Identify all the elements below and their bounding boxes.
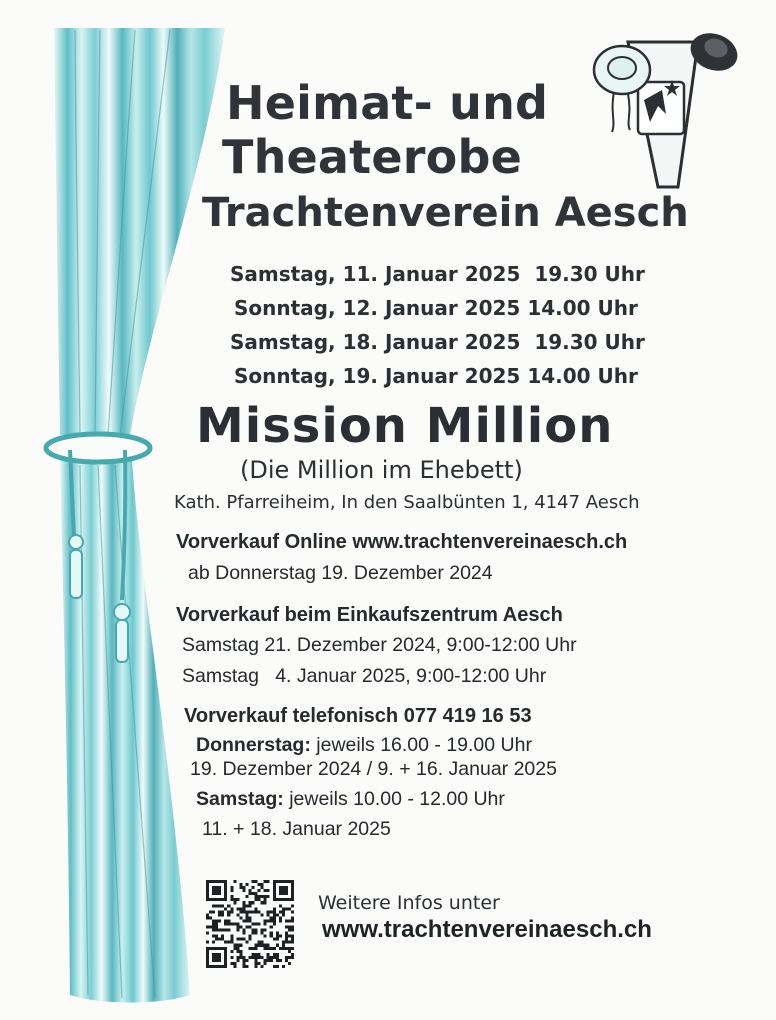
play-title: Mission Million: [196, 398, 614, 454]
saturday-label: Samstag:: [196, 788, 284, 810]
title-line-1: Heimat- und: [226, 76, 549, 130]
presale-online-heading: Vorverkauf Online www.trachtenvereinaesch.ch: [176, 531, 628, 553]
date-time: 19.30 Uhr: [534, 330, 645, 354]
thursday-label: Donnerstag:: [196, 734, 311, 756]
presale-phone-heading: Vorverkauf telefonisch 077 419 16 53: [184, 705, 532, 727]
date-day: Samstag, 18. Januar 2025: [230, 330, 521, 354]
date-row: [234, 296, 638, 320]
thursday-hours: jeweils 16.00 - 19.00 Uhr: [310, 734, 532, 756]
date-time: 14.00 Uhr: [527, 296, 638, 320]
presale-online-text: ab Donnerstag 19. Dezember 2024: [188, 562, 493, 584]
date-time: 14.00 Uhr: [527, 364, 638, 388]
phone-thursday-row: [196, 734, 532, 757]
play-subtitle: (Die Million im Ehebett): [240, 456, 523, 484]
presale-mall-line-1: Samstag 21. Dezember 2024, 9:00-12:00 Uhr: [182, 634, 577, 656]
qr-code-icon: [206, 880, 294, 968]
venue-address: Kath. Pfarreiheim, In den Saalbünten 1, 4147 Aesch: [174, 492, 640, 513]
date-row: [230, 262, 645, 286]
more-info-label: Weitere Infos unter: [318, 892, 500, 914]
date-day: Sonntag, 12. Januar 2025: [234, 296, 521, 320]
date-row: [234, 364, 638, 388]
presale-mall-line-2: Samstag 4. Januar 2025, 9:00-12:00 Uhr: [182, 665, 547, 687]
title-line-2: Theaterobe: [222, 130, 522, 184]
saturday-hours: jeweils 10.00 - 12.00 Uhr: [283, 788, 505, 810]
club-emblem-icon: [588, 22, 748, 202]
date-time: 19.30 Uhr: [534, 262, 645, 286]
title-line-3: Trachtenverein Aesch: [202, 190, 689, 236]
curtain-illustration: [40, 20, 240, 1010]
date-row: [230, 330, 645, 354]
thursday-dates: 19. Dezember 2024 / 9. + 16. Januar 2025: [190, 758, 557, 780]
website-url: www.trachtenvereinaesch.ch: [322, 916, 652, 943]
date-day: Samstag, 11. Januar 2025: [230, 262, 521, 286]
date-day: Sonntag, 19. Januar 2025: [234, 364, 521, 388]
phone-saturday-row: [196, 788, 505, 811]
saturday-dates: 11. + 18. Januar 2025: [202, 818, 391, 840]
presale-mall-heading: Vorverkauf beim Einkaufszentrum Aesch: [176, 604, 563, 626]
